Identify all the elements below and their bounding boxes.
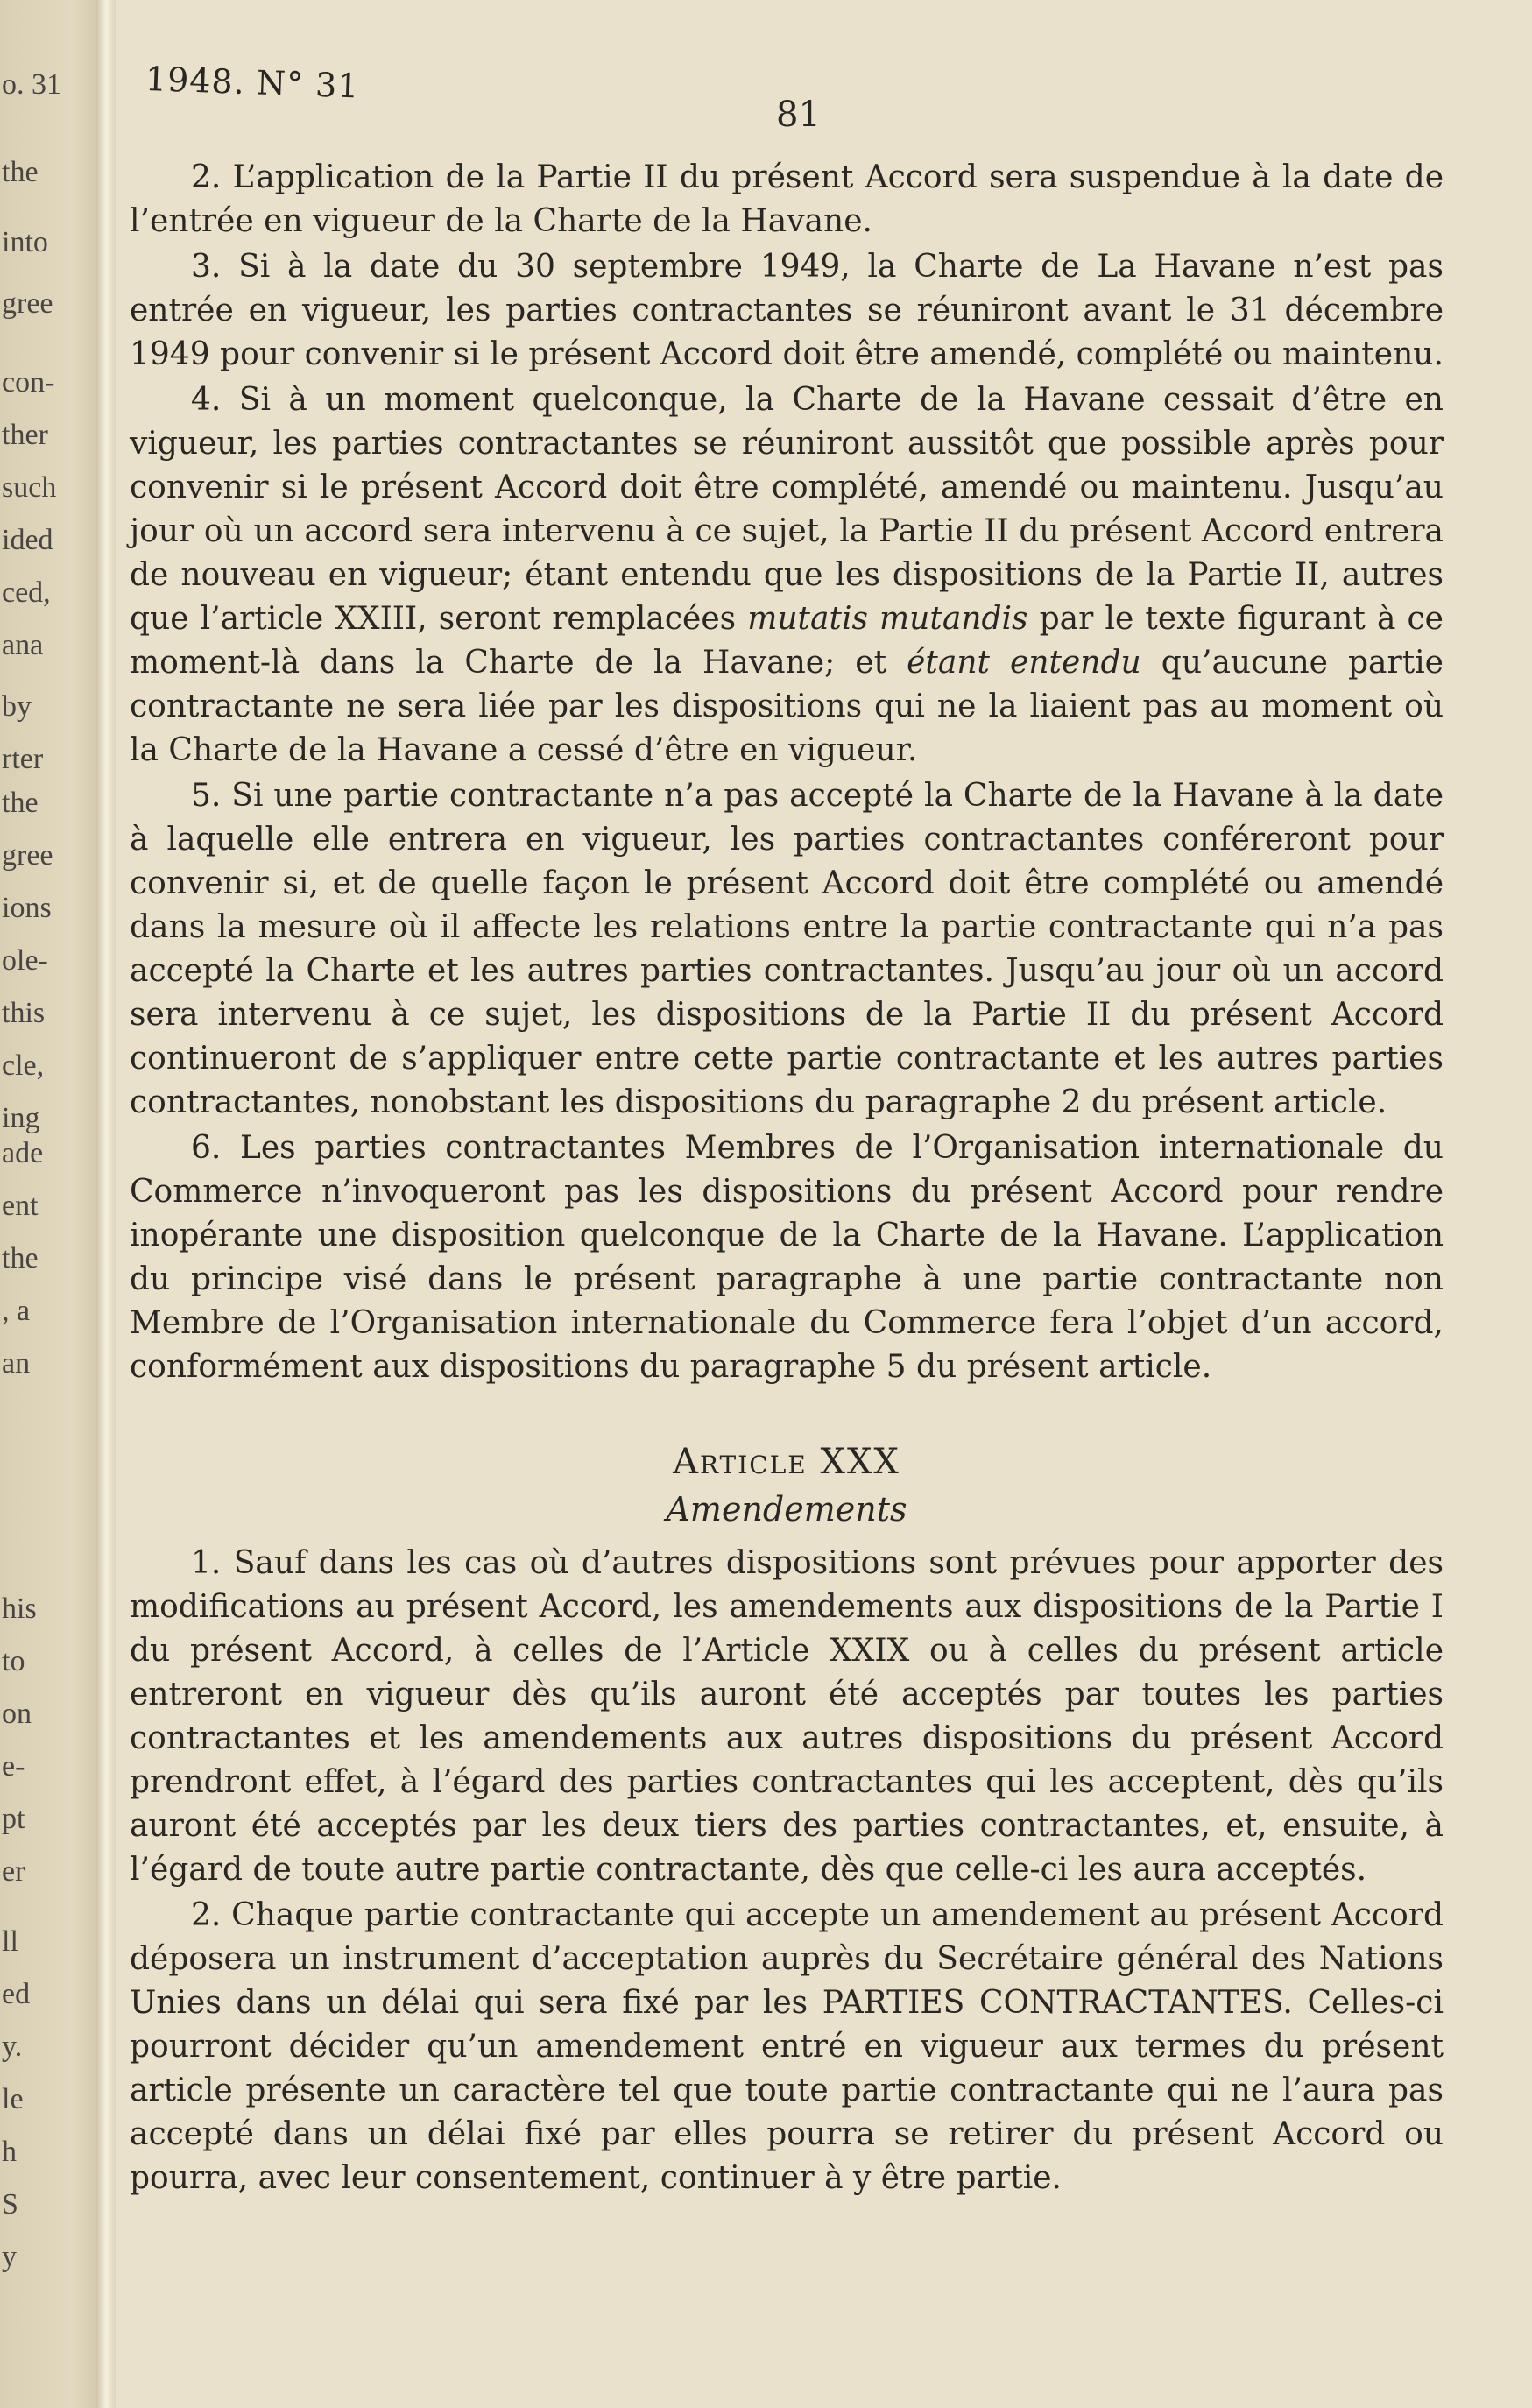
facing-page-fragment: con- (2, 366, 55, 399)
facing-page-fragment: ing (2, 1102, 40, 1134)
facing-page-fragment: this (2, 997, 46, 1029)
page-number: 81 (776, 95, 821, 135)
page-body (130, 156, 1444, 2202)
facing-page-fragment: his (2, 1592, 37, 1625)
facing-page-fragment: ade (2, 1137, 44, 1169)
facing-page-fragment: on (2, 1698, 32, 1730)
article-paragraph-1: 1. Sauf dans les cas où d’autres dispositions sont prévues pour apporter des modifications au présent Accord, les amendements aux dispositions de la Partie I du présent Accord, à celles de l’Article XXIX ou à celles du présent article entreront en vigueur dès qu’ils auront été acceptés par toutes les parties contractantes et les amendements aux autres dispositions du présent Accord prendront effet, à l’égard des parties contractantes qui les acceptent, dès qu’ils auront été acceptés par les deux tiers des parties contractantes, et, ensuite, à l’égard de toute autre partie contractante, dès que celle-ci les aura acceptés. (130, 1545, 1444, 1888)
facing-page-fragment: gree (2, 839, 53, 872)
facing-page-fragment: er (2, 1855, 25, 1888)
facing-page-fragment: ced, (2, 576, 51, 609)
facing-page-fragment: ent (2, 1190, 39, 1222)
facing-page-fragment: an (2, 1347, 31, 1380)
facing-page-fragment: e- (2, 1750, 25, 1783)
facing-page-fragment: to (2, 1645, 25, 1677)
facing-page-fragment: ions (2, 892, 52, 924)
facing-page-fragment: rter (2, 743, 44, 775)
facing-page-fragment: ana (2, 629, 44, 661)
facing-page-fragment: gree (2, 287, 53, 320)
facing-page-fragment: by (2, 690, 32, 723)
facing-page-fragment: into (2, 226, 48, 258)
facing-page-fragment: le (2, 2083, 24, 2115)
facing-page-fragment: pt (2, 1803, 25, 1835)
facing-page-fragment: the (2, 156, 39, 188)
italic-mutatis-mutandis: mutatis mutandis (747, 601, 1028, 637)
facing-page-fragment: ole- (2, 944, 48, 977)
article-subtitle: Amendements (666, 1490, 907, 1529)
facing-page-fragment: the (2, 1242, 39, 1275)
italic-etant-entendu: étant entendu (907, 645, 1141, 681)
facing-page-fragment: , a (2, 1295, 31, 1327)
facing-page-fragment: y. (2, 2030, 23, 2063)
facing-page-fragment: the (2, 787, 39, 819)
facing-page-fragment: cle, (2, 1049, 45, 1082)
paragraph-4-end: qu’aucune partie contractante ne sera liée par les dispositions qui ne la liaient pas au moment où la Charte de la Havane a cessé d’être en vigueur. (130, 645, 1444, 768)
facing-page-fragment: ed (2, 1978, 31, 2010)
facing-page-fragment: ll (2, 1925, 18, 1958)
paragraph-6: 6. Les parties contractantes Membres de l’Organisation internationale du Commerce n’invoqueront pas les dispositions du présent Accord pour rendre inopérante une disposition quelconque de la Charte de la Havane. L’application du principe visé dans le présent paragraphe à une partie contractante non Membre de l’Organisation internationale du Commerce fera l’objet d’un accord, conformément aux dispositions du paragraphe 5 du présent article. (130, 1130, 1444, 1385)
facing-page-fragment: h (2, 2136, 17, 2168)
facing-page-fragment: such (2, 471, 57, 504)
year-and-number: 1948. N° 31 (145, 60, 361, 106)
facing-page-fragment: S (2, 2188, 18, 2221)
paragraph-4-mid: par le texte figurant à ce moment-là dans la Charte de la Havane; et (130, 601, 1444, 681)
page-header (145, 56, 1451, 135)
paragraph-4 (130, 378, 1444, 773)
facing-page-fragment: o. 31 (2, 68, 61, 101)
facing-page-fragment: ided (2, 524, 53, 556)
book-gutter (96, 0, 116, 2408)
article-paragraph-2: 2. Chaque partie contractante qui accepte un amendement au présent Accord déposera un instrument d’acceptation auprès du Secrétaire général des Nations Unies dans un délai qui sera fixé par les PARTIES CONTRACTANTES. Celles-ci pourront décider qu’un amendement entré en vigueur aux termes du présent article présente un caractère tel que toute partie contractante qui ne l’aura pas accepté dans un délai fixé par elles pourra se retirer du présent Accord ou pourra, avec leur consentement, continuer à y être partie. (130, 1897, 1444, 2196)
paragraph-4-text: 4. Si à un moment quelconque, la Charte de la Havane cessait d’être en vigueur, les parties contractantes se réuniront aussitôt que possible après pour convenir si le présent Accord doit être complété, amendé ou maintenu. Jusqu’au jour où un accord sera intervenu à ce sujet, la Partie II du présent Accord entrera de nouveau en vigueur; étant entendu que les dispositions de la Partie II, autres que l’article XXIII, seront remplacées (130, 382, 1444, 637)
facing-page-fragment: y (2, 2241, 17, 2273)
paragraph-5: 5. Si une partie contractante n’a pas accepté la Charte de la Havane à la date à laquelle elle entrera en vigueur, les parties contractantes conféreront pour convenir si, et de quelle façon le présent Accord doit être complété ou amendé dans la mesure où il affecte les relations entre la partie contractante qui n’a pas accepté la Charte et les autres parties contractantes. Jusqu’au jour où un accord sera intervenu à ce sujet, les dispositions de la Partie II du présent Accord continueront de s’appliquer entre cette partie contractante et les autres parties contractantes, nonobstant les dispositions du paragraphe 2 du présent article. (130, 778, 1444, 1120)
document-page (130, 0, 1461, 2408)
paragraph-2: 2. L’application de la Partie II du présent Accord sera suspendue à la date de l’entrée en vigueur de la Charte de la Havane. (130, 159, 1444, 239)
paragraph-3: 3. Si à la date du 30 septembre 1949, la Charte de La Havane n’est pas entrée en vigueur, les parties contractantes se réuniront avant le 31 décembre 1949 pour convenir si le présent Accord doit être amendé, complété ou maintenu. (130, 249, 1444, 372)
article-heading: Article XXX (673, 1442, 900, 1482)
facing-page-fragment: ther (2, 419, 48, 451)
